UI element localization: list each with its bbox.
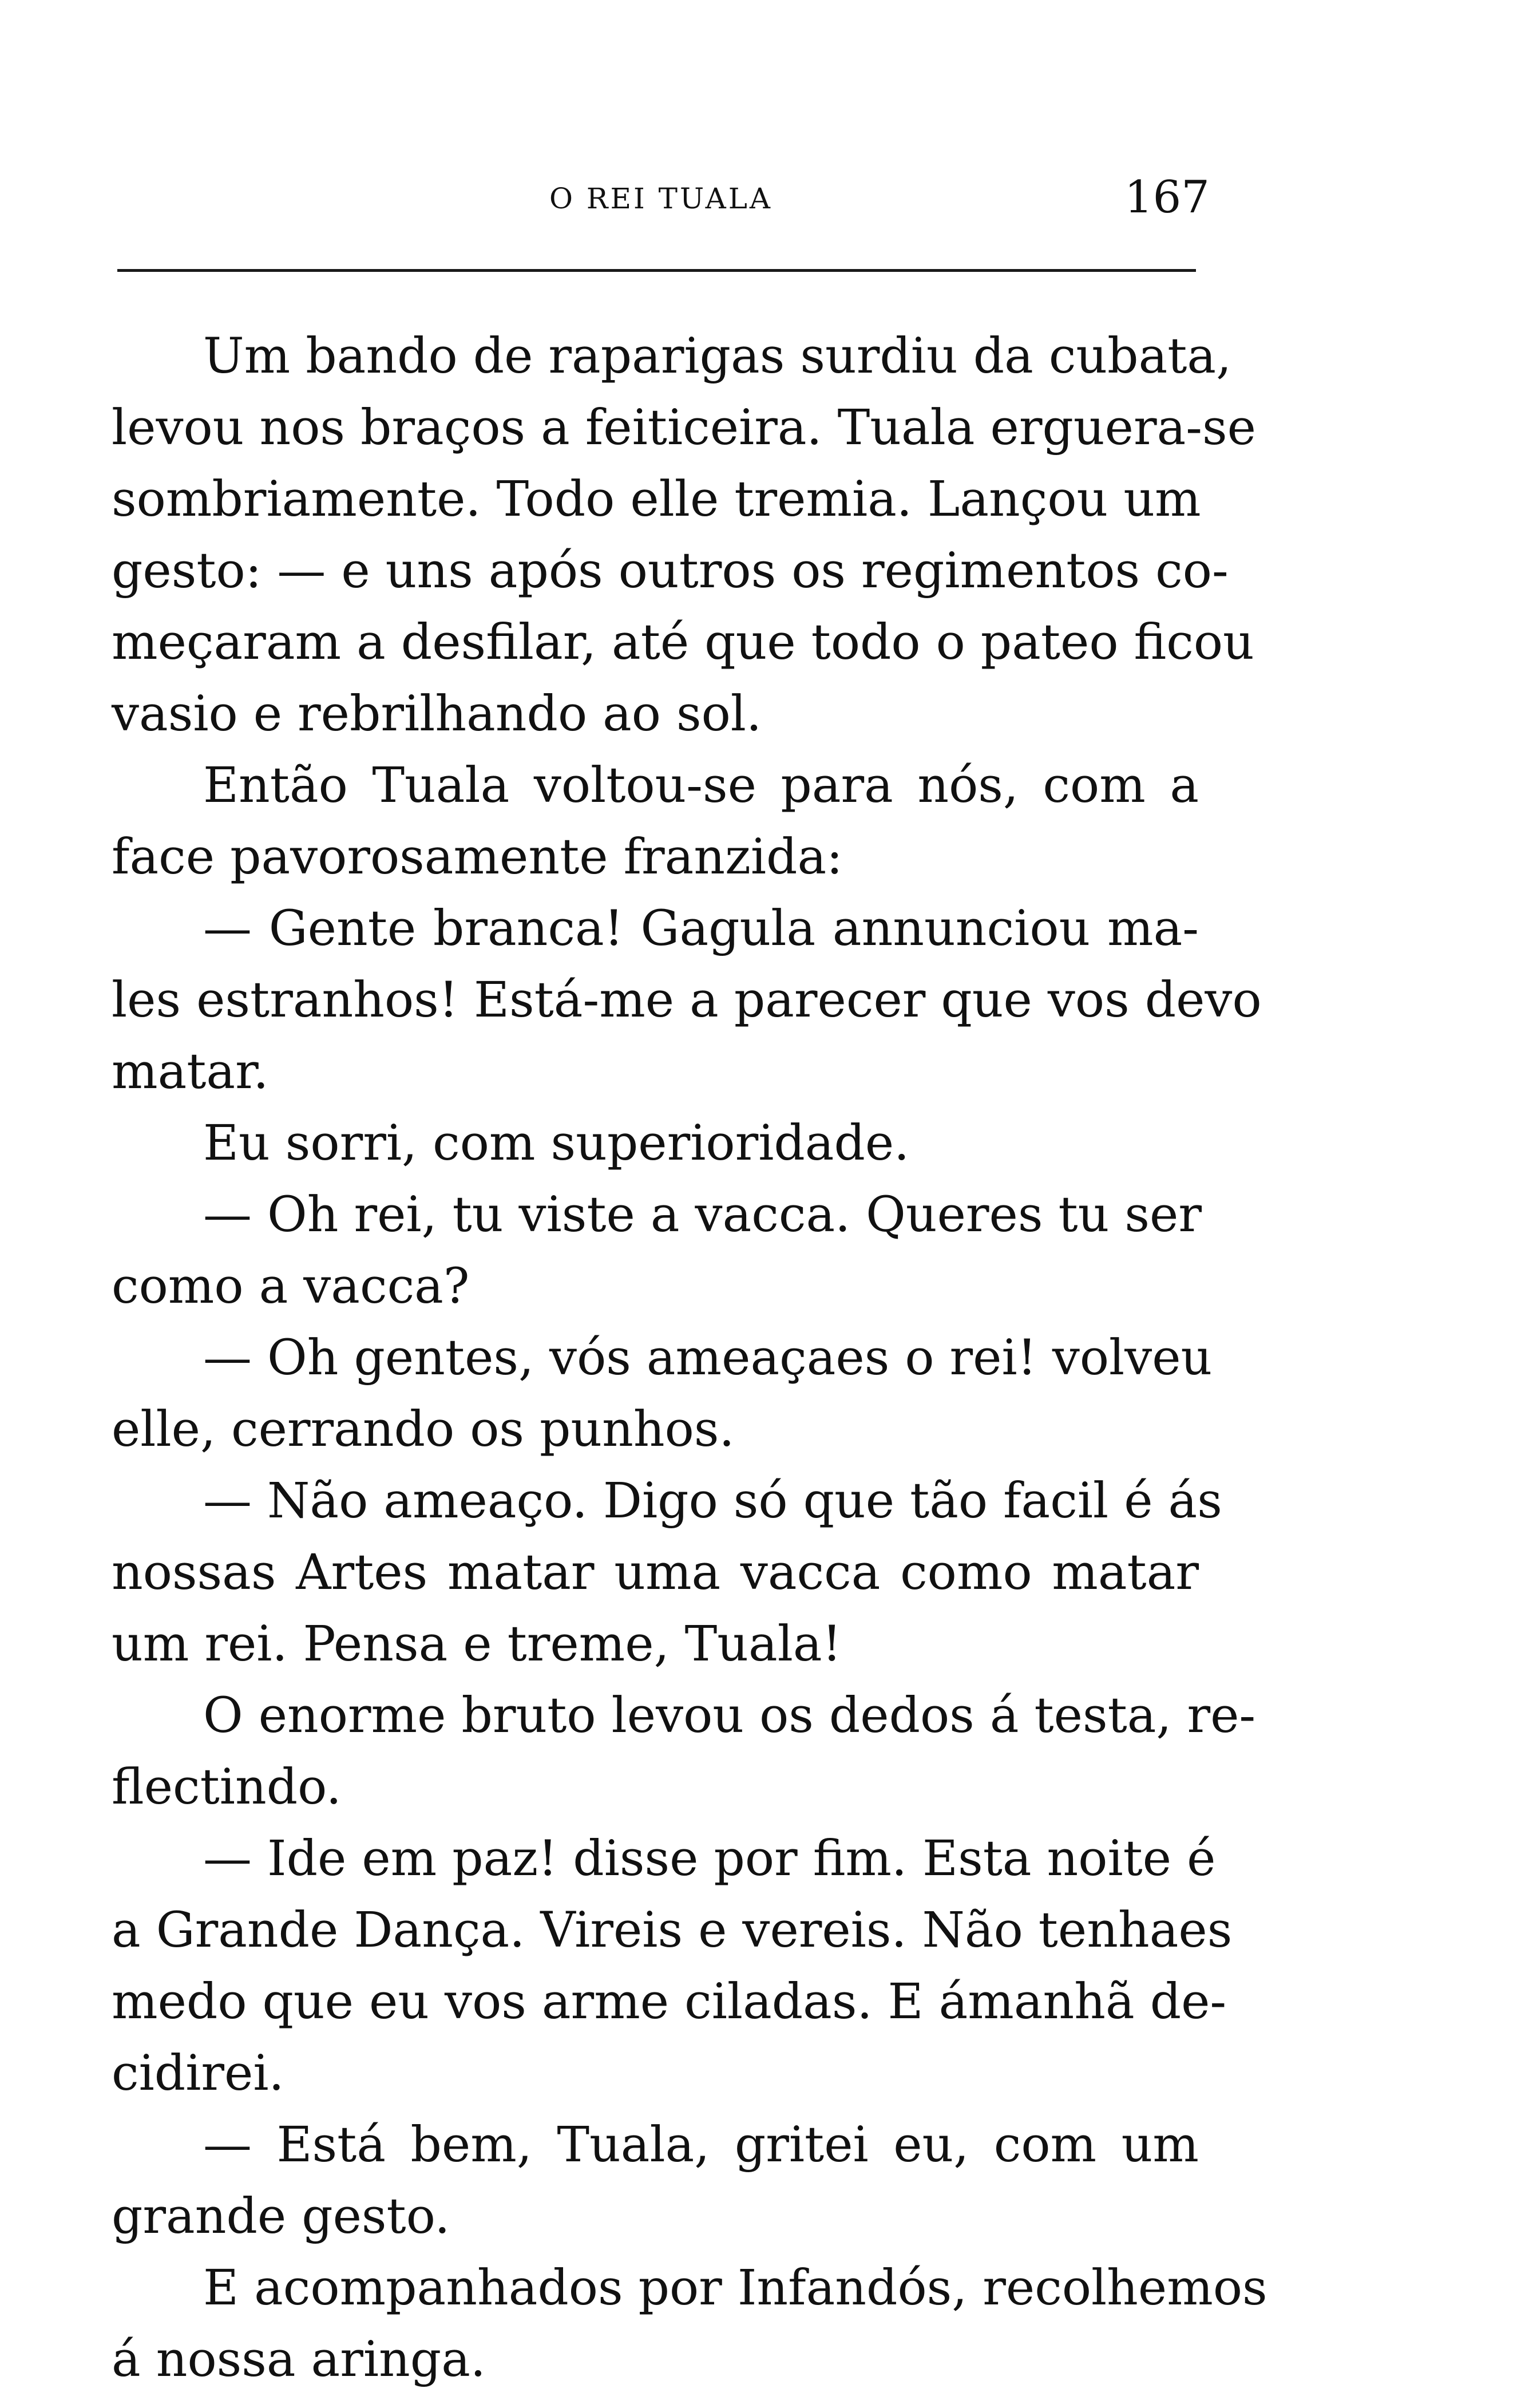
text-line: — Está bem, Tuala, gritei eu, com um bbox=[203, 2117, 1199, 2173]
text-line: gesto: — e uns após outros os regimentos co- bbox=[112, 543, 1229, 599]
text-line: vasio e rebrilhando ao sol. bbox=[112, 686, 762, 742]
text-line: como a vacca? bbox=[112, 1258, 470, 1315]
text-line: face pavorosamente franzida: bbox=[112, 829, 843, 885]
text-line: — Ide em paz! disse por fim. Esta noite é bbox=[203, 1830, 1216, 1887]
text-line: medo que eu vos arme ciladas. E ámanhã de- bbox=[112, 1974, 1227, 2030]
text-line: — Não ameaço. Digo só que tão facil é ás bbox=[203, 1473, 1222, 1529]
text-line: levou nos braços a feiticeira. Tuala erguera-se bbox=[112, 400, 1256, 456]
text-line: a Grande Dança. Vireis e vereis. Não tenhaes bbox=[112, 1902, 1233, 1959]
text-line: cidirei. bbox=[112, 2045, 284, 2102]
text-line: — Oh rei, tu viste a vacca. Queres tu ser bbox=[203, 1187, 1202, 1243]
text-line: nossas Artes matar uma vacca como matar bbox=[112, 1544, 1199, 1601]
text-line: les estranhos! Está-me a parecer que vos devo bbox=[112, 972, 1262, 1029]
text-line: flectindo. bbox=[112, 1759, 342, 1816]
text-line: — Oh gentes, vós ameaçaes o rei! volveu bbox=[203, 1330, 1213, 1386]
header-rule bbox=[117, 269, 1196, 272]
text-line: Então Tuala voltou-se para nós, com a bbox=[203, 757, 1199, 814]
text-line: grande gesto. bbox=[112, 2188, 450, 2245]
text-line: elle, cerrando os punhos. bbox=[112, 1401, 735, 1458]
text-line: Eu sorri, com superioridade. bbox=[203, 1115, 910, 1172]
text-line: sombriamente. Todo elle tremia. Lançou um bbox=[112, 471, 1201, 528]
text-line: O enorme bruto levou os dedos á testa, re- bbox=[203, 1687, 1256, 1744]
text-line: E acompanhados por Infandós, recolhemos bbox=[203, 2260, 1267, 2316]
text-line: um rei. Pensa e treme, Tuala! bbox=[112, 1616, 842, 1672]
running-title: O REI TUALA bbox=[549, 182, 773, 215]
text-line: meçaram a desfilar, até que todo o pateo ficou bbox=[112, 614, 1254, 671]
body-text bbox=[112, 321, 1267, 2395]
page-number: 167 bbox=[1124, 172, 1210, 223]
text-line: matar. bbox=[112, 1043, 269, 1100]
text-line: — Gente branca! Gagula annunciou ma- bbox=[203, 900, 1199, 957]
text-line: Um bando de raparigas surdiu da cubata, bbox=[203, 328, 1232, 385]
text-line: á nossa aringa. bbox=[112, 2331, 486, 2388]
